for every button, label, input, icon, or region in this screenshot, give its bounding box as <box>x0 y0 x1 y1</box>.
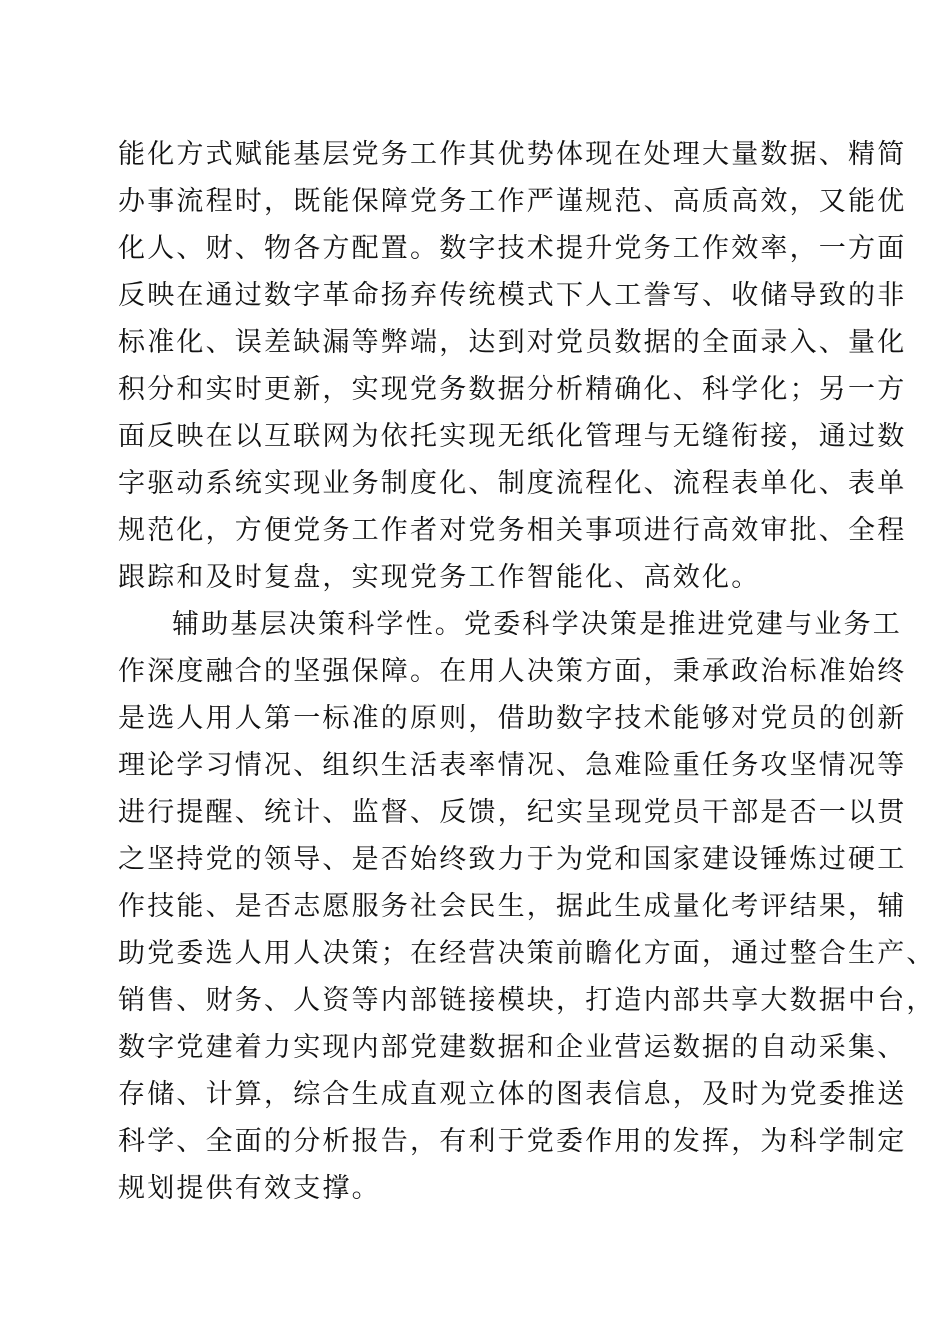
text-line: 反映在通过数字革命扬弃传统模式下人工誊写、收储导致的非 <box>118 280 907 311</box>
text-line: 跟踪和及时复盘，实现党务工作智能化、高效化。 <box>118 562 761 593</box>
text-line: 科学、全面的分析报告，有利于党委作用的发挥，为科学制定 <box>118 1126 907 1157</box>
text-line: 标准化、误差缺漏等弊端，达到对党员数据的全面录入、量化 <box>118 327 907 358</box>
text-line: 销售、财务、人资等内部链接模块，打造内部共享大数据中台， <box>118 985 936 1016</box>
paragraph-efficiency <box>118 131 907 601</box>
text-line: 规划提供有效支撑。 <box>118 1173 381 1204</box>
text-line: 数字党建着力实现内部党建数据和企业营运数据的自动采集、 <box>118 1032 907 1063</box>
text-line: 理论学习情况、组织生活表率情况、急难险重任务攻坚情况等 <box>118 750 907 781</box>
text-line: 化人、财、物各方配置。数字技术提升党务工作效率，一方面 <box>118 233 907 264</box>
text-line: 存储、计算，综合生成直观立体的图表信息，及时为党委推送 <box>118 1079 907 1110</box>
text-line: 之坚持党的领导、是否始终致力于为党和国家建设锤炼过硬工 <box>118 844 907 875</box>
text-line: 作深度融合的坚强保障。在用人决策方面，秉承政治标准始终 <box>118 656 907 687</box>
text-line: 规范化，方便党务工作者对党务相关事项进行高效审批、全程 <box>118 515 907 546</box>
text-line: 进行提醒、统计、监督、反馈，纪实呈现党员干部是否一以贯 <box>118 797 907 828</box>
text-line: 办事流程时，既能保障党务工作严谨规范、高质高效，又能优 <box>118 186 907 217</box>
text-line: 是选人用人第一标准的原则，借助数字技术能够对党员的创新 <box>118 703 907 734</box>
document-body <box>118 131 936 1212</box>
paragraph-decision-making <box>118 601 936 1212</box>
text-line: 作技能、是否志愿服务社会民生，据此生成量化考评结果，辅 <box>118 891 907 922</box>
text-line: 积分和实时更新，实现党务数据分析精确化、科学化；另一方 <box>118 374 907 405</box>
text-line: 字驱动系统实现业务制度化、制度流程化、流程表单化、表单 <box>118 468 907 499</box>
text-line: 能化方式赋能基层党务工作其优势体现在处理大量数据、精简 <box>118 139 907 170</box>
text-line: 助党委选人用人决策；在经营决策前瞻化方面，通过整合生产、 <box>118 938 936 969</box>
text-line-indented: 辅助基层决策科学性。党委科学决策是推进党建与业务工 <box>172 609 902 640</box>
text-line: 面反映在以互联网为依托实现无纸化管理与无缝衔接，通过数 <box>118 421 907 452</box>
